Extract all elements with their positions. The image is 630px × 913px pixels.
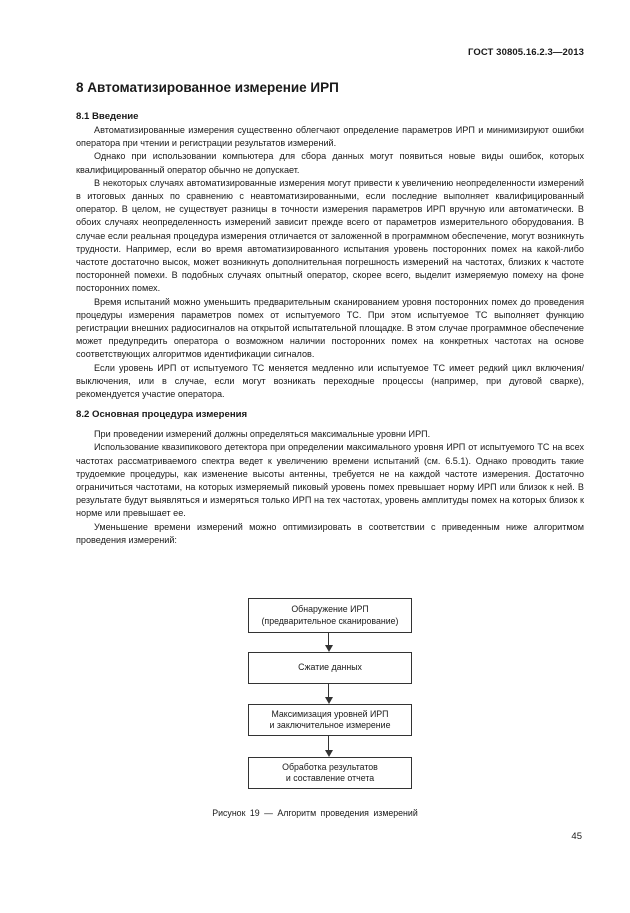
flow-arrow: [328, 684, 329, 698]
subsection-title-8-2: 8.2 Основная процедура измерения: [76, 409, 248, 421]
paragraph: Использование квазипикового детектора при определении максимального уровня ИРП от испытуемого ТС на всех частотах рассматриваемого спектра ведет к увеличению времени испытаний (см. 6.5.1). Однако проводить такие трудоемкие процедуры, как изменение высоты антенны, требуется не на каждой частоте измерения. Достаточно ограничиться частотами, на которых измеряемый пиковый уровень помех превышает норму ИРП или близок к ней. В результате будут выявляться и измеряться только ИРП на тех частотах, уровень амплитуды помех на которых близок к норме или превышает ее.: [76, 442, 584, 519]
flow-step-label: (предварительное сканирование): [261, 615, 399, 626]
arrow-down-icon: [325, 645, 333, 652]
arrow-down-icon: [325, 697, 333, 704]
paragraph: Если уровень ИРП от испытуемого ТС меняется медленно или испытуемое ТС имеет редкий цикл включения/выключения, или в случае, если могут возникать переходные процессы (например, при дуговой сварке), рекомендуется участие оператора.: [76, 362, 584, 400]
flow-arrow: [328, 632, 329, 646]
flow-step-compression: [248, 652, 412, 684]
flow-arrow: [328, 736, 329, 751]
page-number: 45: [571, 831, 582, 842]
flow-step-label: и составление отчета: [285, 773, 375, 783]
flow-step-maximization: [248, 704, 412, 736]
flow-step-label: Максимизация уровней ИРП: [271, 708, 389, 719]
paragraph: В некоторых случаях автоматизированные измерения могут привести к увеличению неопределенности измерений в итоговых данных по сравнению с неавтоматизированными, если последние выполняет квалифицированный оператор. В целом, не существует разницы в точности измерения параметров ИРП вручную или автоматически. В обоих случаях неопределенность измерений зависит прежде всего от параметров измерительного оборудования. В случае если реальная процедура измерения отличается от заложенной в программном обеспечение, могут возникнуть трудности. Например, если во время автоматизированного испытания уровень посторонних помех на какой-либо частоте достаточно высок, может возникнуть дополнительная погрешность измерений на частотах, близких к частоте посторонней помехи. В подобных случаях опытный оператор, скорее всего, выделит измеряемую помеху на фоне посторонних помех.: [76, 177, 584, 294]
section-title: 8 Автоматизированное измерение ИРП: [76, 80, 339, 95]
paragraph: Однако при использовании компьютера для сбора данных могут появиться новые виды ошибок, которых квалифицированный оператор обычно не допускает.: [76, 151, 584, 175]
paragraph: Уменьшение времени измерений можно оптимизировать в соответствии с приведенным ниже алгоритмом проведения измерений:: [76, 521, 584, 545]
paragraph: Автоматизированные измерения существенно облегчают определение параметров ИРП и минимизируют ошибки оператора при чтении и регистрации результатов измерений.: [76, 125, 584, 149]
flow-step-detection: [248, 598, 412, 633]
flow-step-report: [248, 757, 412, 789]
flow-step-label: Сжатие данных: [298, 662, 362, 673]
figure-caption: Рисунок 19 — Алгоритм проведения измерений: [212, 808, 418, 818]
flow-step-label: и заключительное измерение: [269, 720, 391, 730]
paragraph: При проведении измерений должны определяться максимальные уровни ИРП.: [94, 429, 431, 440]
paragraph: Время испытаний можно уменьшить предварительным сканированием уровня посторонних помех до проведения процедуры измерения параметров помех от испытуемого ТС. При этом испытуемое ТС выполняет функцию регистрации внешних радиосигналов на открытой испытательной площадке. В этом случае программное обеспечение может предупредить оператора о возможном наличии посторонних помех на конкретных частотах на основе соответствующих алгоритмов идентификации сигналов.: [76, 296, 584, 360]
page-content: [76, 80, 584, 547]
subsection-title-8-1: 8.1 Введение: [76, 111, 139, 122]
arrow-down-icon: [325, 750, 333, 757]
document-header-standard: ГОСТ 30805.16.2.3—2013: [467, 47, 584, 58]
flow-step-label: Обнаружение ИРП: [291, 604, 369, 614]
flow-step-label: Обработка результатов: [282, 761, 378, 772]
